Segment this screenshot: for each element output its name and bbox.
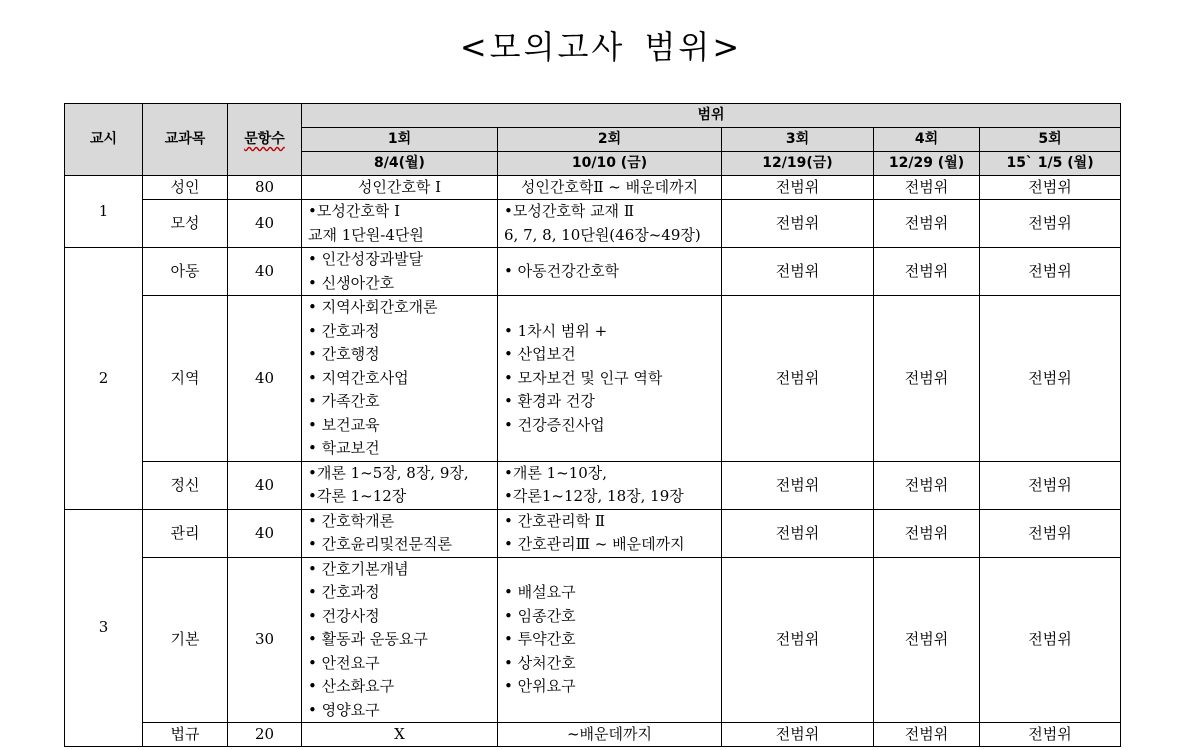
round3-cell: 전범위	[722, 248, 874, 296]
subject-cell: 성인	[143, 176, 228, 200]
round4-cell: 전범위	[874, 176, 980, 200]
exam-range-table	[64, 103, 1121, 747]
period-cell: 2	[65, 248, 143, 510]
header-count: 문항수	[228, 104, 302, 176]
header-date-4: 12/29 (월)	[874, 152, 980, 176]
header-subject: 교과목	[143, 104, 228, 176]
subject-cell: 모성	[143, 200, 228, 248]
round2-cell: 성인간호학Ⅱ ~ 배운데까지	[498, 176, 722, 200]
header-round-2: 2회	[498, 128, 722, 152]
table-row	[65, 557, 1121, 723]
header-round-1: 1회	[302, 128, 498, 152]
round5-cell: 전범위	[980, 723, 1121, 747]
round1-cell: • 간호기본개념 • 간호과정 • 건강사정 • 활동과 운동요구 • 안전요구 • 산소화요구 • 영양요구	[302, 557, 498, 723]
count-cell: 40	[228, 200, 302, 248]
round1-cell: 성인간호학 Ⅰ	[302, 176, 498, 200]
count-cell: 40	[228, 509, 302, 557]
round1-cell: • 간호학개론 • 간호윤리및전문직론	[302, 509, 498, 557]
page-title: <모의고사 범위>	[459, 28, 743, 66]
count-cell: 30	[228, 557, 302, 723]
subject-cell: 법규	[143, 723, 228, 747]
subject-cell: 관리	[143, 509, 228, 557]
round3-cell: 전범위	[722, 557, 874, 723]
table-row	[65, 461, 1121, 509]
round2-cell: • 아동건강간호학	[498, 248, 722, 296]
header-date-1: 8/4(월)	[302, 152, 498, 176]
round1-cell: • 지역사회간호개론 • 간호과정 • 간호행정 • 지역간호사업 • 가족간호 • 보건교육 • 학교보건	[302, 296, 498, 462]
table-row	[65, 200, 1121, 248]
round3-cell: 전범위	[722, 461, 874, 509]
table-row	[65, 248, 1121, 296]
round2-cell: • 간호관리학 Ⅱ • 간호관리Ⅲ ~ 배운데까지	[498, 509, 722, 557]
table-row	[65, 723, 1121, 747]
subject-cell: 기본	[143, 557, 228, 723]
count-cell: 80	[228, 176, 302, 200]
round1-cell: •모성간호학 Ⅰ 교재 1단원-4단원	[302, 200, 498, 248]
round3-cell: 전범위	[722, 296, 874, 462]
round4-cell: 전범위	[874, 248, 980, 296]
round4-cell: 전범위	[874, 509, 980, 557]
round4-cell: 전범위	[874, 557, 980, 723]
header-date-2: 10/10 (금)	[498, 152, 722, 176]
period-cell: 1	[65, 176, 143, 248]
subject-cell: 아동	[143, 248, 228, 296]
round3-cell: 전범위	[722, 200, 874, 248]
round5-cell: 전범위	[980, 176, 1121, 200]
header-range: 범위	[302, 104, 1121, 128]
round4-cell: 전범위	[874, 461, 980, 509]
table-row	[65, 509, 1121, 557]
count-cell: 20	[228, 723, 302, 747]
round1-cell: • 인간성장과발달 • 신생아간호	[302, 248, 498, 296]
subject-cell: 지역	[143, 296, 228, 462]
round5-cell: 전범위	[980, 509, 1121, 557]
round4-cell: 전범위	[874, 296, 980, 462]
round3-cell: 전범위	[722, 723, 874, 747]
round5-cell: 전범위	[980, 557, 1121, 723]
period-cell: 3	[65, 509, 143, 747]
round1-cell: X	[302, 723, 498, 747]
header-round-4: 4회	[874, 128, 980, 152]
subject-cell: 정신	[143, 461, 228, 509]
round2-cell: ~배운데까지	[498, 723, 722, 747]
table-row	[65, 296, 1121, 462]
round3-cell: 전범위	[722, 509, 874, 557]
round2-cell: • 배설요구 • 임종간호 • 투약간호 • 상처간호 • 안위요구	[498, 557, 722, 723]
round3-cell: 전범위	[722, 176, 874, 200]
round5-cell: 전범위	[980, 461, 1121, 509]
round2-cell: •개론 1~10장, •각론1~12장, 18장, 19장	[498, 461, 722, 509]
round5-cell: 전범위	[980, 200, 1121, 248]
round2-cell: •모성간호학 교재 Ⅱ 6, 7, 8, 10단원(46장~49장)	[498, 200, 722, 248]
round1-cell: •개론 1~5장, 8장, 9장, •각론 1~12장	[302, 461, 498, 509]
round4-cell: 전범위	[874, 723, 980, 747]
count-cell: 40	[228, 461, 302, 509]
count-cell: 40	[228, 296, 302, 462]
count-cell: 40	[228, 248, 302, 296]
round4-cell: 전범위	[874, 200, 980, 248]
table-row	[65, 176, 1121, 200]
round5-cell: 전범위	[980, 296, 1121, 462]
header-round-5: 5회	[980, 128, 1121, 152]
header-round-3: 3회	[722, 128, 874, 152]
header-date-5: 15` 1/5 (월)	[980, 152, 1121, 176]
round5-cell: 전범위	[980, 248, 1121, 296]
round2-cell: • 1차시 범위 + • 산업보건 • 모자보건 및 인구 역학 • 환경과 건강 • 건강증진사업	[498, 296, 722, 462]
header-date-3: 12/19(금)	[722, 152, 874, 176]
header-period: 교시	[65, 104, 143, 176]
